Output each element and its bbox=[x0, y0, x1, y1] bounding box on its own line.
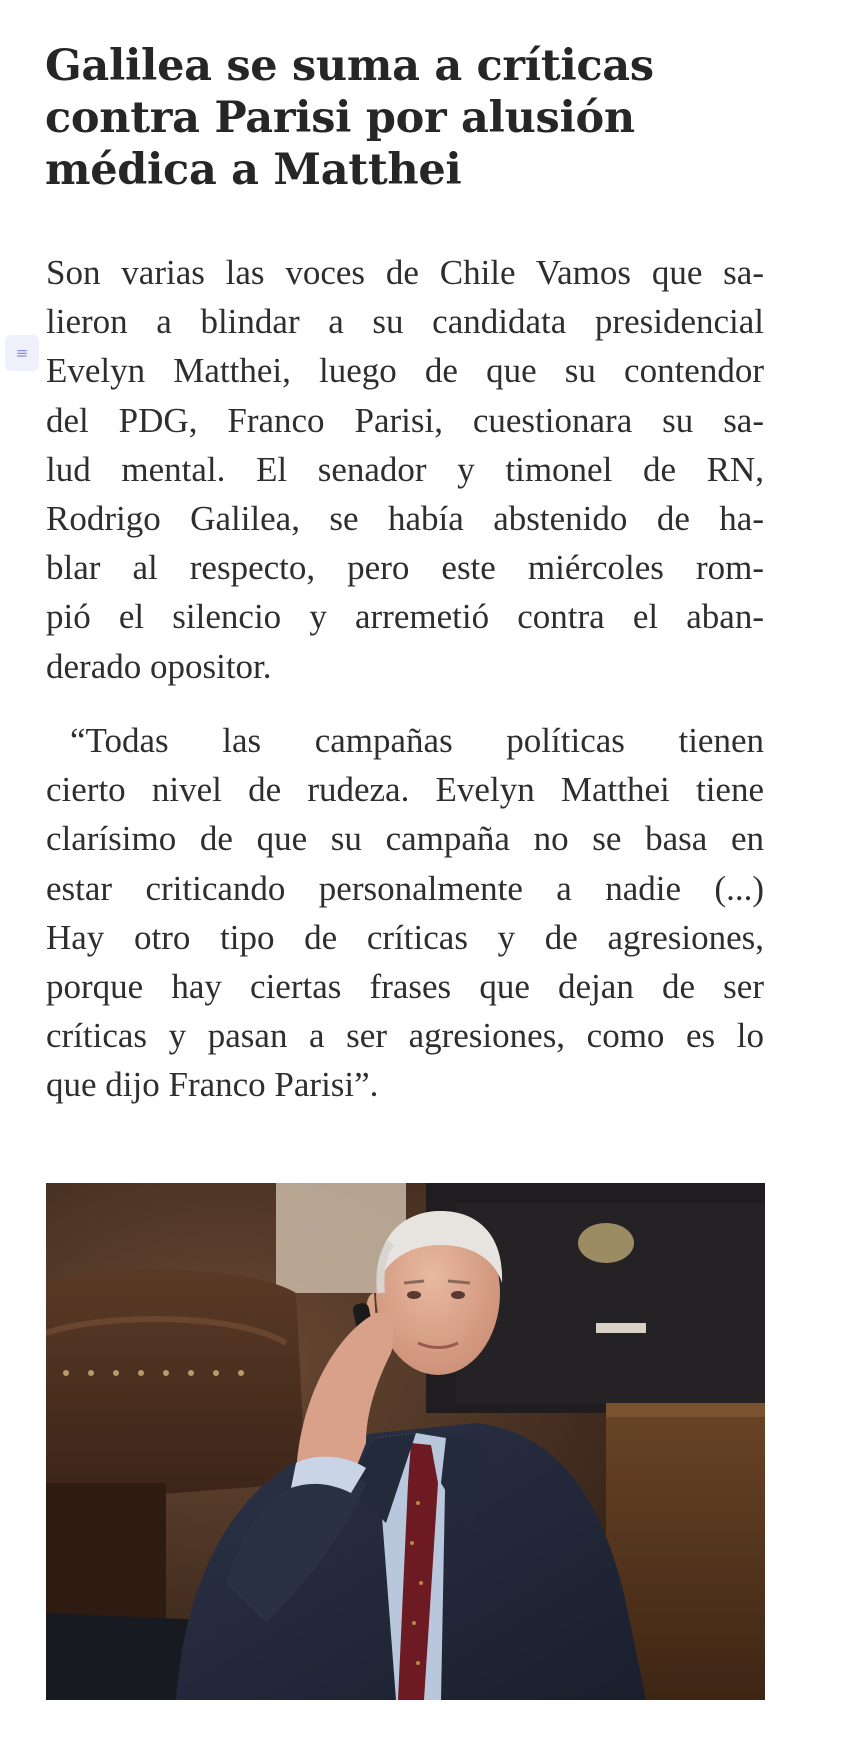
paragraph-line: del PDG, Franco Parisi, cuestionara su sa- bbox=[46, 400, 764, 440]
paragraph-line: blar al respecto, pero este miércoles rom- bbox=[46, 548, 764, 588]
lines-icon: ≡ bbox=[15, 343, 29, 362]
headline-line: médica a Matthei bbox=[45, 145, 462, 195]
paragraph-line: cierto nivel de rudeza. Evelyn Matthei tiene bbox=[46, 770, 764, 810]
article-paragraph-2 bbox=[46, 716, 764, 1110]
article-headline bbox=[45, 40, 765, 196]
paragraph-line: que dijo Franco Parisi”. bbox=[46, 1065, 379, 1105]
paragraph-line: porque hay ciertas frases que dejan de ser bbox=[46, 967, 764, 1007]
paragraph-line: derado opositor. bbox=[46, 646, 272, 686]
paragraph-line: lud mental. El senador y timonel de RN, bbox=[46, 449, 764, 489]
paragraph-line: pió el silencio y arremetió contra el aban- bbox=[46, 597, 764, 637]
paragraph-line: clarísimo de que su campaña no se basa en bbox=[46, 819, 764, 859]
paragraph-line: “Todas las campañas políticas tienen bbox=[70, 721, 764, 760]
article-photo bbox=[46, 1183, 765, 1700]
paragraph-line: Rodrigo Galilea, se había abstenido de ha- bbox=[46, 499, 764, 539]
headline-line: contra Parisi por alusión bbox=[45, 93, 635, 143]
side-marker-button[interactable] bbox=[5, 335, 39, 371]
paragraph-line: Son varias las voces de Chile Vamos que sa- bbox=[46, 253, 764, 292]
paragraph-line: Evelyn Matthei, luego de que su contendor bbox=[46, 351, 764, 391]
paragraph-line: estar criticando personalmente a nadie (...) bbox=[46, 868, 764, 908]
paragraph-line: Hay otro tipo de críticas y de agresiones, bbox=[46, 917, 764, 957]
paragraph-line: críticas y pasan a ser agresiones, como es lo bbox=[46, 1016, 764, 1056]
article-paragraph-1 bbox=[46, 248, 764, 691]
paragraph-line: lieron a blindar a su candidata presidencial bbox=[46, 302, 764, 342]
headline-line: Galilea se suma a críticas bbox=[45, 41, 654, 91]
